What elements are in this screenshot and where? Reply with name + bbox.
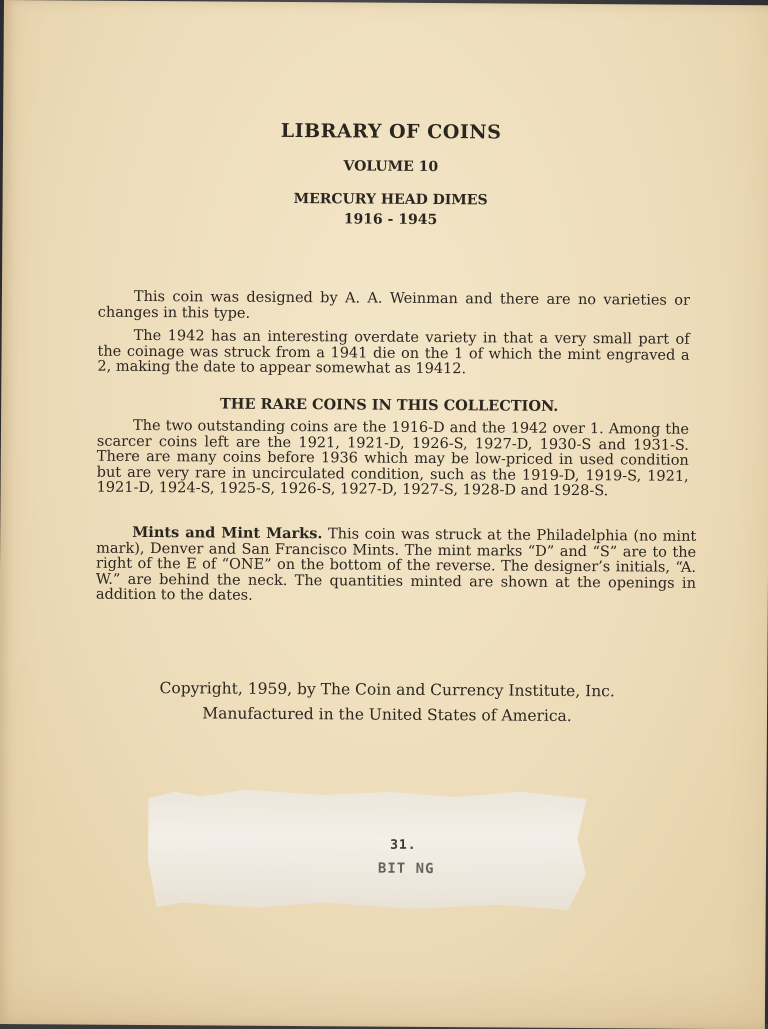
year-range: 1916 - 1945 (343, 211, 438, 229)
paragraph-designer: This coin was designed by A. A. Weinman and there are no varieties or changes in this type. (97, 288, 690, 322)
torn-sticker-residue (148, 789, 587, 910)
mint-marks-body: This coin was struck at the Philadelphia (no mint mark), Denver and San Francisco Mints. The mint marks “D” and “S” are to the right of the E of “ONE” on the bottom of the reverse. The designer’s initials, “A. W.” are behind the neck. The quantities minted are shown at the openings in addition to the dates. (95, 526, 697, 604)
sticker-stamp-text: BIT NG (377, 860, 435, 878)
section-heading: THE RARE COINS IN THIS COLLECTION. (219, 395, 559, 415)
volume-label: VOLUME 10 (343, 158, 439, 176)
page-title: LIBRARY OF COINS (280, 119, 502, 144)
paragraph-overdate: The 1942 has an interesting overdate variety in that a very small part of the coinage was struck from a 1941 die on the 1 of which the mint engraved a 2, making the date to appear somewhat as 19412. (97, 327, 690, 378)
copyright-line: Copyright, 1959, by The Coin and Currency Institute, Inc. (159, 679, 615, 701)
paragraph-mint-marks (96, 525, 697, 608)
paragraph-rare-coins: The two outstanding coins are the 1916-D and the 1942 over 1. Among the scarcer coins left are the 1921, 1921-D, 1926-S, 1927-D, 1930-S and 1931-S. There are many coins before 1936 which may be low-priced in used condition but are very rare in uncirculated condition, such as the 1919-D, 1919-S, 1921, 1921-D, 1924-S, 1925-S, 1926-S, 1927-D, 1927-S, 1928-D and 1928-S. (96, 417, 690, 500)
manufactured-line: Manufactured in the United States of America. (202, 704, 572, 725)
sticker-number: 31. (390, 837, 417, 853)
mint-marks-lead: Mints and Mint Marks. (132, 523, 323, 543)
subject-heading: MERCURY HEAD DIMES (293, 191, 488, 209)
